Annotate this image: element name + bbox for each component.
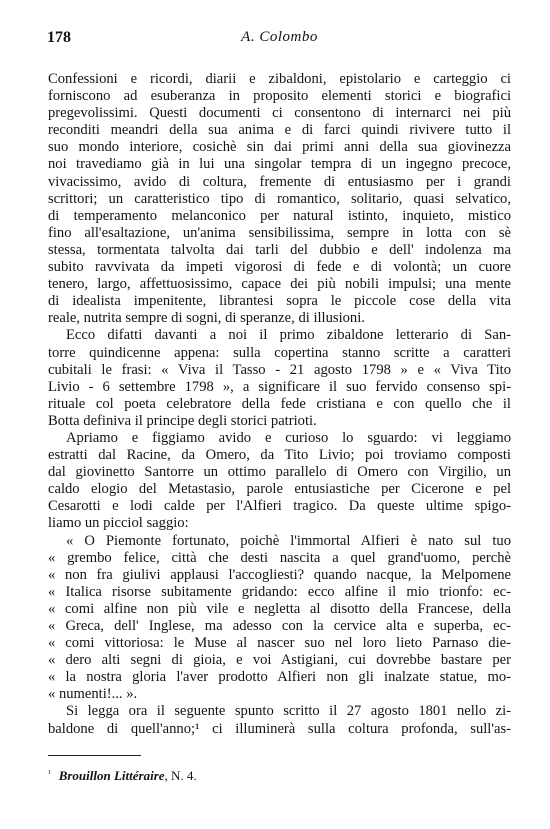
- text-line: fino all'esaltazione, un'anima sensibilissima, sempre in lotta con sè: [48, 224, 511, 241]
- text-line: vivacissimo, avido di coltura, fremente di entusiasmo per i grandi: [48, 173, 511, 190]
- text-line: cubitali le frasi: « Viva il Tasso - 21 agosto 1798 » e « Viva Tito: [48, 361, 511, 378]
- text-line: torre quindicenne appena: sulla copertina stanno scritte a caratteri: [48, 344, 511, 361]
- text-line: Cesarotti e lodi calde per l'Alfieri tragico. Da queste ultime spigo-: [48, 498, 511, 515]
- page-header: [47, 29, 512, 49]
- footnote-reference: , N. 4.: [164, 768, 197, 783]
- running-title: A. Colombo: [241, 29, 318, 45]
- text-line: « comi vittoriosa: le Muse al nascer suo nel loro lieto Parnaso die-: [48, 635, 511, 652]
- text-line: noi travediamo già in lui una singolar tempra di un ingegno precoce,: [48, 156, 511, 173]
- text-line: « O Piemonte fortunato, poichè l'immortal Alfieri è nato sul tuo: [66, 532, 511, 549]
- text-line: stessa, tormentata talvolta dai tarli del dubbio e dell' indolenza ma: [48, 241, 511, 258]
- footnote-divider: [48, 755, 141, 756]
- text-line: « non fra giulivi applausi l'accogliesti? quando nacque, la Melpomene: [48, 566, 511, 583]
- text-line: rituale col poeta celebratore della fede cristiana e con quello che il: [48, 395, 511, 412]
- text-line: « la nostra gloria l'aver prodotto Alfieri non gli inalzate statue, mo-: [48, 669, 511, 686]
- text-line: di idealista impenitente, librantesi sopra le piccole cose della vita: [48, 293, 511, 310]
- text-line: Botta definiva il principe degli storici patrioti.: [48, 412, 317, 429]
- text-line: Confessioni e ricordi, diarii e zibaldoni, epistolario e carteggio ci: [48, 71, 511, 87]
- text-line: « Greca, dell' Inglese, ma adesso con la cervice alta e superba, ec-: [48, 618, 511, 634]
- text-line: dal giovinetto Santorre un ottimo parallelo di Omero con Virgilio, un: [48, 464, 511, 481]
- text-line: forniscono ad esuberanza in proposito elementi storici e biografici: [48, 88, 511, 105]
- footnote-mark: ¹: [48, 768, 51, 778]
- text-line: suo mondo interiore, cosichè sin dai primi anni della sua giovinezza: [48, 139, 511, 156]
- text-line: estratti dal Racine, da Omero, da Tito Livio; poi troviamo composti: [48, 447, 511, 464]
- text-line: Apriamo e figgiamo avido e curioso lo sguardo: vi leggiamo: [66, 429, 511, 446]
- text-line: « comi alfine non più vile e negletta al disotto della Francese, della: [48, 600, 511, 617]
- text-line: « Italica risorse subitamente gridando: ecco alfine il mio trionfo: ec-: [48, 583, 511, 600]
- footnote: [48, 768, 197, 784]
- text-line: tenero, largo, affettuosissimo, capace dei più nobili impulsi; una mente: [48, 276, 511, 293]
- body-text: [48, 71, 511, 738]
- text-line: reale, nutrita sempre di sogni, di speranze, di illusioni.: [48, 310, 365, 327]
- text-line: reconditi meandri della sua anima e di farci quindi rivivere tutto il: [48, 122, 511, 139]
- text-line: scrittori; un caratteristico tipo di romantico, solitario, quasi selvatico,: [48, 190, 511, 207]
- text-line: Livio - 6 settembre 1798 », a significare il suo fervido consenso spi-: [48, 378, 511, 395]
- text-line: di temperamento melanconico per natural istinto, inquieto, mistico: [48, 207, 511, 224]
- page-number: 178: [47, 29, 71, 46]
- text-line: caldo elogio del Metastasio, parole entusiastiche per Cicerone e pel: [48, 481, 511, 498]
- text-line: subito ravvivata da impeti vigorosi di fede e di volontà; un cuore: [48, 259, 511, 276]
- text-line: liamo un picciol saggio:: [48, 515, 189, 532]
- text-line: Si legga ora il seguente spunto scritto il 27 agosto 1801 nello zi-: [66, 703, 511, 720]
- text-line: « dero alti segni di gioia, e voi Astigiani, cui dovrebbe bastare per: [48, 652, 511, 669]
- text-line: « grembo felice, città che desti nascita a quel grand'uomo, perchè: [48, 549, 511, 566]
- text-line: « numenti!... ».: [48, 686, 138, 703]
- text-line: pregevolissimi. Questi documenti ci consentono di internarci nei più: [48, 105, 511, 122]
- text-line: Ecco difatti davanti a noi il primo zibaldone letterario di San-: [66, 327, 511, 344]
- text-line: baldone di quell'anno;¹ ci illuminerà sulla coltura profonda, sull'as-: [48, 720, 511, 737]
- footnote-title: Brouillon Littéraire: [58, 768, 165, 783]
